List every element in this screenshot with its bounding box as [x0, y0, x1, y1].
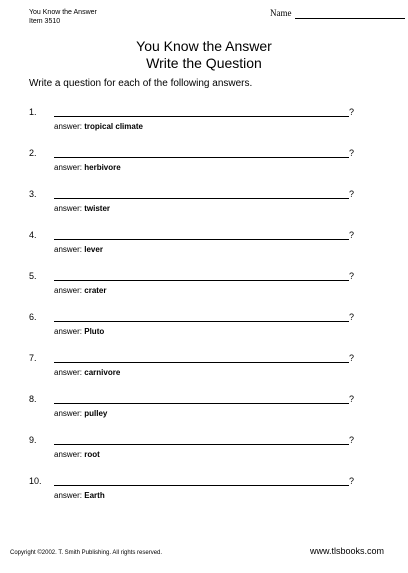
- question-mark: ?: [349, 476, 355, 486]
- question-mark: ?: [349, 271, 355, 281]
- answer-blank-line: [54, 403, 349, 404]
- question-number: 4.: [29, 230, 37, 240]
- question-row: [29, 189, 359, 213]
- answer-value: Earth: [84, 491, 105, 500]
- answer-value: Pluto: [84, 327, 105, 336]
- answer-value: tropical climate: [84, 122, 143, 131]
- answer-blank-line: [54, 198, 349, 199]
- answer-text: [54, 491, 105, 501]
- answer-text: [54, 245, 103, 255]
- answer-text: [54, 450, 100, 460]
- copyright-notice: Copyright ©2002. T. Smith Publishing. All rights reserved.: [10, 550, 163, 556]
- answer-text: [54, 286, 107, 296]
- answer-blank-line: [54, 280, 349, 281]
- worksheet-header-info: [29, 8, 97, 26]
- answer-blank-line: [54, 157, 349, 158]
- question-row: [29, 394, 359, 418]
- title-line-2: Write the Question: [146, 55, 262, 71]
- question-row: [29, 476, 359, 500]
- answer-text: [54, 409, 107, 419]
- question-mark: ?: [349, 148, 355, 158]
- answer-value: twister: [84, 204, 111, 213]
- question-mark: ?: [349, 394, 355, 404]
- answer-text: [54, 327, 104, 337]
- answer-text: [54, 204, 110, 214]
- answer-label: answer:: [54, 491, 83, 500]
- answer-label: answer:: [54, 368, 83, 377]
- name-blank-line: [295, 10, 405, 19]
- question-row: [29, 312, 359, 336]
- answer-label: answer:: [54, 409, 83, 418]
- question-number: 5.: [29, 271, 37, 281]
- answer-value: lever: [84, 245, 103, 254]
- answer-blank-line: [54, 321, 349, 322]
- question-mark: ?: [349, 189, 355, 199]
- answer-blank-line: [54, 485, 349, 486]
- question-number: 6.: [29, 312, 37, 322]
- answer-label: answer:: [54, 204, 83, 213]
- answer-value: crater: [84, 286, 107, 295]
- answer-value: root: [84, 450, 100, 459]
- question-number: 3.: [29, 189, 37, 199]
- answer-text: [54, 368, 120, 378]
- question-number: 8.: [29, 394, 37, 404]
- question-number: 2.: [29, 148, 37, 158]
- answer-value: pulley: [84, 409, 108, 418]
- question-row: [29, 230, 359, 254]
- question-number: 1.: [29, 107, 37, 117]
- question-mark: ?: [349, 435, 355, 445]
- question-mark: ?: [349, 312, 355, 322]
- series-title: You Know the Answer: [29, 9, 97, 16]
- answer-label: answer:: [54, 327, 83, 336]
- question-mark: ?: [349, 230, 355, 240]
- title-line-1: You Know the Answer: [136, 38, 272, 54]
- instructions: Write a question for each of the following answers.: [29, 78, 253, 89]
- answer-label: answer:: [54, 245, 83, 254]
- question-row: [29, 353, 359, 377]
- question-row: [29, 148, 359, 172]
- answer-label: answer:: [54, 286, 83, 295]
- answer-blank-line: [54, 362, 349, 363]
- answer-label: answer:: [54, 122, 83, 131]
- answer-blank-line: [54, 239, 349, 240]
- name-field: [270, 8, 405, 19]
- worksheet-title: [0, 38, 408, 72]
- answer-blank-line: [54, 444, 349, 445]
- answer-label: answer:: [54, 163, 83, 172]
- answer-text: [54, 122, 143, 132]
- question-mark: ?: [349, 353, 355, 363]
- question-row: [29, 435, 359, 459]
- website-link: www.tlsbooks.com: [310, 546, 385, 556]
- answer-value: carnivore: [84, 368, 121, 377]
- item-number: Item 3510: [29, 18, 61, 25]
- question-row: [29, 107, 359, 131]
- answer-label: answer:: [54, 450, 83, 459]
- question-row: [29, 271, 359, 295]
- answer-blank-line: [54, 116, 349, 117]
- question-mark: ?: [349, 107, 355, 117]
- question-number: 9.: [29, 435, 37, 445]
- name-label: Name: [270, 8, 292, 18]
- answer-value: herbivore: [84, 163, 121, 172]
- question-number: 7.: [29, 353, 37, 363]
- answer-text: [54, 163, 121, 173]
- question-number: 10.: [29, 476, 42, 486]
